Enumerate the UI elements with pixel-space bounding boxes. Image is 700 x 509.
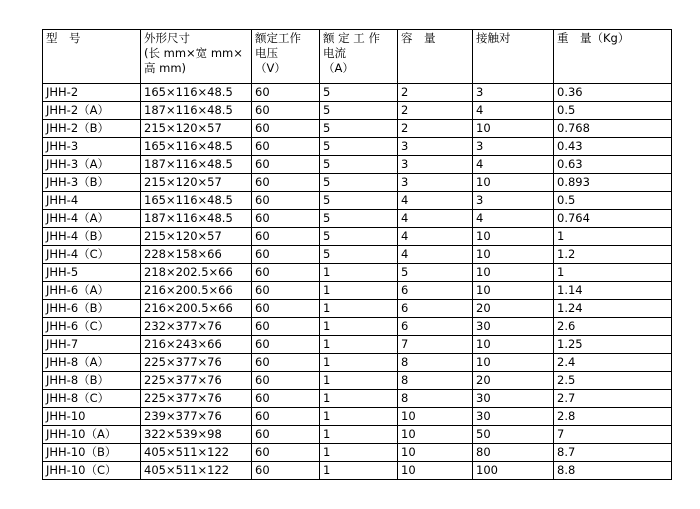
header-cell-dimensions: [141, 30, 252, 84]
table-row: [43, 318, 672, 336]
cell-dimensions: 215×120×57: [141, 174, 252, 192]
cell-model: JHH-6（A）: [43, 282, 141, 300]
cell-contacts: 10: [473, 120, 554, 138]
cell-model: JHH-10（B）: [43, 444, 141, 462]
cell-dimensions: 239×377×76: [141, 408, 252, 426]
cell-weight: 1: [554, 228, 672, 246]
cell-rated-voltage: 60: [252, 264, 320, 282]
cell-contacts: 80: [473, 444, 554, 462]
cell-dimensions: 187×116×48.5: [141, 210, 252, 228]
header-text: 额定工作: [255, 31, 301, 45]
table-row: [43, 138, 672, 156]
cell-capacity: 6: [398, 282, 473, 300]
cell-rated-current: 5: [320, 84, 398, 102]
cell-contacts: 100: [473, 462, 554, 480]
cell-model: JHH-2: [43, 84, 141, 102]
cell-model: JHH-6（B）: [43, 300, 141, 318]
cell-rated-voltage: 60: [252, 120, 320, 138]
table-row: [43, 462, 672, 480]
cell-rated-current: 1: [320, 462, 398, 480]
cell-dimensions: 405×511×122: [141, 444, 252, 462]
table-row: [43, 354, 672, 372]
cell-dimensions: 216×200.5×66: [141, 282, 252, 300]
cell-model: JHH-2（A）: [43, 102, 141, 120]
cell-rated-voltage: 60: [252, 156, 320, 174]
cell-contacts: 50: [473, 426, 554, 444]
table-row: [43, 264, 672, 282]
cell-model: JHH-2（B）: [43, 120, 141, 138]
cell-weight: 1: [554, 264, 672, 282]
cell-model: JHH-3（B）: [43, 174, 141, 192]
cell-rated-current: 1: [320, 354, 398, 372]
cell-rated-voltage: 60: [252, 336, 320, 354]
table-row: [43, 426, 672, 444]
cell-rated-voltage: 60: [252, 282, 320, 300]
cell-weight: 2.5: [554, 372, 672, 390]
cell-rated-current: 5: [320, 174, 398, 192]
cell-rated-current: 1: [320, 318, 398, 336]
cell-model: JHH-3: [43, 138, 141, 156]
table-row: [43, 372, 672, 390]
cell-capacity: 4: [398, 228, 473, 246]
header-text: 型 号: [46, 31, 81, 45]
cell-model: JHH-4（B）: [43, 228, 141, 246]
cell-weight: 0.893: [554, 174, 672, 192]
cell-capacity: 2: [398, 84, 473, 102]
table-row: [43, 408, 672, 426]
cell-model: JHH-3（A）: [43, 156, 141, 174]
cell-rated-voltage: 60: [252, 138, 320, 156]
cell-dimensions: 228×158×66: [141, 246, 252, 264]
cell-capacity: 8: [398, 390, 473, 408]
cell-dimensions: 215×120×57: [141, 228, 252, 246]
cell-model: JHH-7: [43, 336, 141, 354]
table-row: [43, 336, 672, 354]
header-cell-contacts: [473, 30, 554, 84]
table-row: [43, 156, 672, 174]
cell-rated-voltage: 60: [252, 210, 320, 228]
header-text: 电压: [255, 46, 278, 60]
table-row: [43, 84, 672, 102]
cell-rated-current: 5: [320, 192, 398, 210]
cell-weight: 0.768: [554, 120, 672, 138]
cell-rated-current: 5: [320, 102, 398, 120]
cell-rated-voltage: 60: [252, 174, 320, 192]
cell-model: JHH-6（C）: [43, 318, 141, 336]
spec-table: [42, 29, 672, 480]
cell-dimensions: 322×539×98: [141, 426, 252, 444]
cell-contacts: 30: [473, 318, 554, 336]
cell-weight: 7: [554, 426, 672, 444]
cell-model: JHH-4（C）: [43, 246, 141, 264]
cell-rated-current: 5: [320, 138, 398, 156]
cell-weight: 0.5: [554, 192, 672, 210]
cell-dimensions: 215×120×57: [141, 120, 252, 138]
header-cell-rated-voltage: [252, 30, 320, 84]
header-cell-model: [43, 30, 141, 84]
cell-capacity: 4: [398, 210, 473, 228]
cell-rated-current: 1: [320, 264, 398, 282]
header-text: （A）: [323, 61, 354, 75]
cell-rated-voltage: 60: [252, 228, 320, 246]
cell-weight: 2.8: [554, 408, 672, 426]
header-text: 高 mm): [144, 61, 187, 75]
cell-capacity: 10: [398, 408, 473, 426]
cell-contacts: 3: [473, 192, 554, 210]
cell-capacity: 10: [398, 462, 473, 480]
cell-model: JHH-8（A）: [43, 354, 141, 372]
cell-weight: 0.43: [554, 138, 672, 156]
cell-dimensions: 218×202.5×66: [141, 264, 252, 282]
cell-weight: 2.7: [554, 390, 672, 408]
cell-contacts: 20: [473, 300, 554, 318]
cell-rated-voltage: 60: [252, 192, 320, 210]
cell-capacity: 5: [398, 264, 473, 282]
cell-rated-current: 1: [320, 408, 398, 426]
header-cell-weight: [554, 30, 672, 84]
cell-weight: 0.36: [554, 84, 672, 102]
cell-contacts: 4: [473, 102, 554, 120]
header-cell-capacity: [398, 30, 473, 84]
cell-contacts: 10: [473, 174, 554, 192]
cell-weight: 1.2: [554, 246, 672, 264]
cell-rated-current: 1: [320, 426, 398, 444]
cell-rated-current: 5: [320, 246, 398, 264]
cell-dimensions: 165×116×48.5: [141, 84, 252, 102]
cell-weight: 8.8: [554, 462, 672, 480]
table-row: [43, 444, 672, 462]
cell-weight: 1.25: [554, 336, 672, 354]
cell-capacity: 7: [398, 336, 473, 354]
header-text: 接触对: [476, 31, 511, 45]
cell-dimensions: 187×116×48.5: [141, 156, 252, 174]
cell-model: JHH-10（A）: [43, 426, 141, 444]
cell-rated-current: 1: [320, 300, 398, 318]
cell-rated-voltage: 60: [252, 426, 320, 444]
spec-table-body: [43, 30, 672, 480]
cell-rated-voltage: 60: [252, 462, 320, 480]
cell-contacts: 3: [473, 84, 554, 102]
cell-weight: 1.24: [554, 300, 672, 318]
table-row: [43, 102, 672, 120]
cell-rated-voltage: 60: [252, 246, 320, 264]
cell-rated-voltage: 60: [252, 300, 320, 318]
cell-contacts: 10: [473, 264, 554, 282]
cell-model: JHH-10: [43, 408, 141, 426]
header-text: 电流: [323, 46, 346, 60]
header-row: [43, 30, 672, 84]
cell-contacts: 10: [473, 246, 554, 264]
cell-capacity: 3: [398, 174, 473, 192]
cell-rated-voltage: 60: [252, 84, 320, 102]
cell-contacts: 30: [473, 390, 554, 408]
header-text: （V）: [255, 61, 286, 75]
cell-weight: 0.5: [554, 102, 672, 120]
header-cell-rated-current: [320, 30, 398, 84]
table-row: [43, 282, 672, 300]
cell-rated-current: 5: [320, 228, 398, 246]
cell-model: JHH-4（A）: [43, 210, 141, 228]
cell-capacity: 4: [398, 246, 473, 264]
cell-rated-current: 5: [320, 156, 398, 174]
cell-rated-current: 1: [320, 390, 398, 408]
cell-contacts: 3: [473, 138, 554, 156]
table-row: [43, 390, 672, 408]
cell-contacts: 10: [473, 228, 554, 246]
cell-contacts: 10: [473, 336, 554, 354]
header-text: (长 mm×宽 mm×: [144, 46, 243, 60]
table-row: [43, 120, 672, 138]
cell-capacity: 8: [398, 372, 473, 390]
cell-rated-voltage: 60: [252, 444, 320, 462]
cell-rated-current: 1: [320, 372, 398, 390]
cell-dimensions: 232×377×76: [141, 318, 252, 336]
cell-dimensions: 225×377×76: [141, 372, 252, 390]
cell-weight: 0.63: [554, 156, 672, 174]
header-text: 容 量: [401, 31, 436, 45]
cell-rated-voltage: 60: [252, 102, 320, 120]
cell-capacity: 2: [398, 120, 473, 138]
cell-capacity: 3: [398, 138, 473, 156]
cell-dimensions: 225×377×76: [141, 390, 252, 408]
cell-dimensions: 405×511×122: [141, 462, 252, 480]
cell-weight: 0.764: [554, 210, 672, 228]
cell-dimensions: 216×243×66: [141, 336, 252, 354]
cell-weight: 2.6: [554, 318, 672, 336]
cell-rated-current: 5: [320, 210, 398, 228]
table-row: [43, 210, 672, 228]
cell-contacts: 30: [473, 408, 554, 426]
cell-contacts: 4: [473, 210, 554, 228]
table-row: [43, 192, 672, 210]
table-row: [43, 174, 672, 192]
cell-capacity: 6: [398, 300, 473, 318]
header-text: 重 量（Kg）: [557, 31, 630, 45]
cell-rated-voltage: 60: [252, 318, 320, 336]
cell-weight: 8.7: [554, 444, 672, 462]
cell-dimensions: 216×200.5×66: [141, 300, 252, 318]
cell-model: JHH-10（C）: [43, 462, 141, 480]
cell-model: JHH-4: [43, 192, 141, 210]
cell-rated-voltage: 60: [252, 372, 320, 390]
cell-rated-voltage: 60: [252, 408, 320, 426]
table-row: [43, 228, 672, 246]
table-row: [43, 300, 672, 318]
header-text: 外形尺寸: [144, 31, 190, 45]
cell-contacts: 10: [473, 282, 554, 300]
cell-rated-current: 1: [320, 336, 398, 354]
cell-rated-current: 1: [320, 282, 398, 300]
cell-capacity: 10: [398, 444, 473, 462]
cell-capacity: 10: [398, 426, 473, 444]
cell-capacity: 6: [398, 318, 473, 336]
cell-model: JHH-8（B）: [43, 372, 141, 390]
cell-capacity: 2: [398, 102, 473, 120]
cell-dimensions: 187×116×48.5: [141, 102, 252, 120]
cell-weight: 1.14: [554, 282, 672, 300]
cell-capacity: 3: [398, 156, 473, 174]
table-row: [43, 246, 672, 264]
cell-contacts: 20: [473, 372, 554, 390]
cell-rated-current: 5: [320, 120, 398, 138]
cell-dimensions: 225×377×76: [141, 354, 252, 372]
cell-rated-current: 1: [320, 444, 398, 462]
cell-rated-voltage: 60: [252, 390, 320, 408]
cell-rated-voltage: 60: [252, 354, 320, 372]
cell-dimensions: 165×116×48.5: [141, 138, 252, 156]
cell-capacity: 8: [398, 354, 473, 372]
cell-weight: 2.4: [554, 354, 672, 372]
cell-contacts: 4: [473, 156, 554, 174]
cell-model: JHH-5: [43, 264, 141, 282]
header-text: 额 定 工 作: [323, 31, 380, 45]
cell-capacity: 4: [398, 192, 473, 210]
cell-dimensions: 165×116×48.5: [141, 192, 252, 210]
cell-contacts: 10: [473, 354, 554, 372]
cell-model: JHH-8（C）: [43, 390, 141, 408]
